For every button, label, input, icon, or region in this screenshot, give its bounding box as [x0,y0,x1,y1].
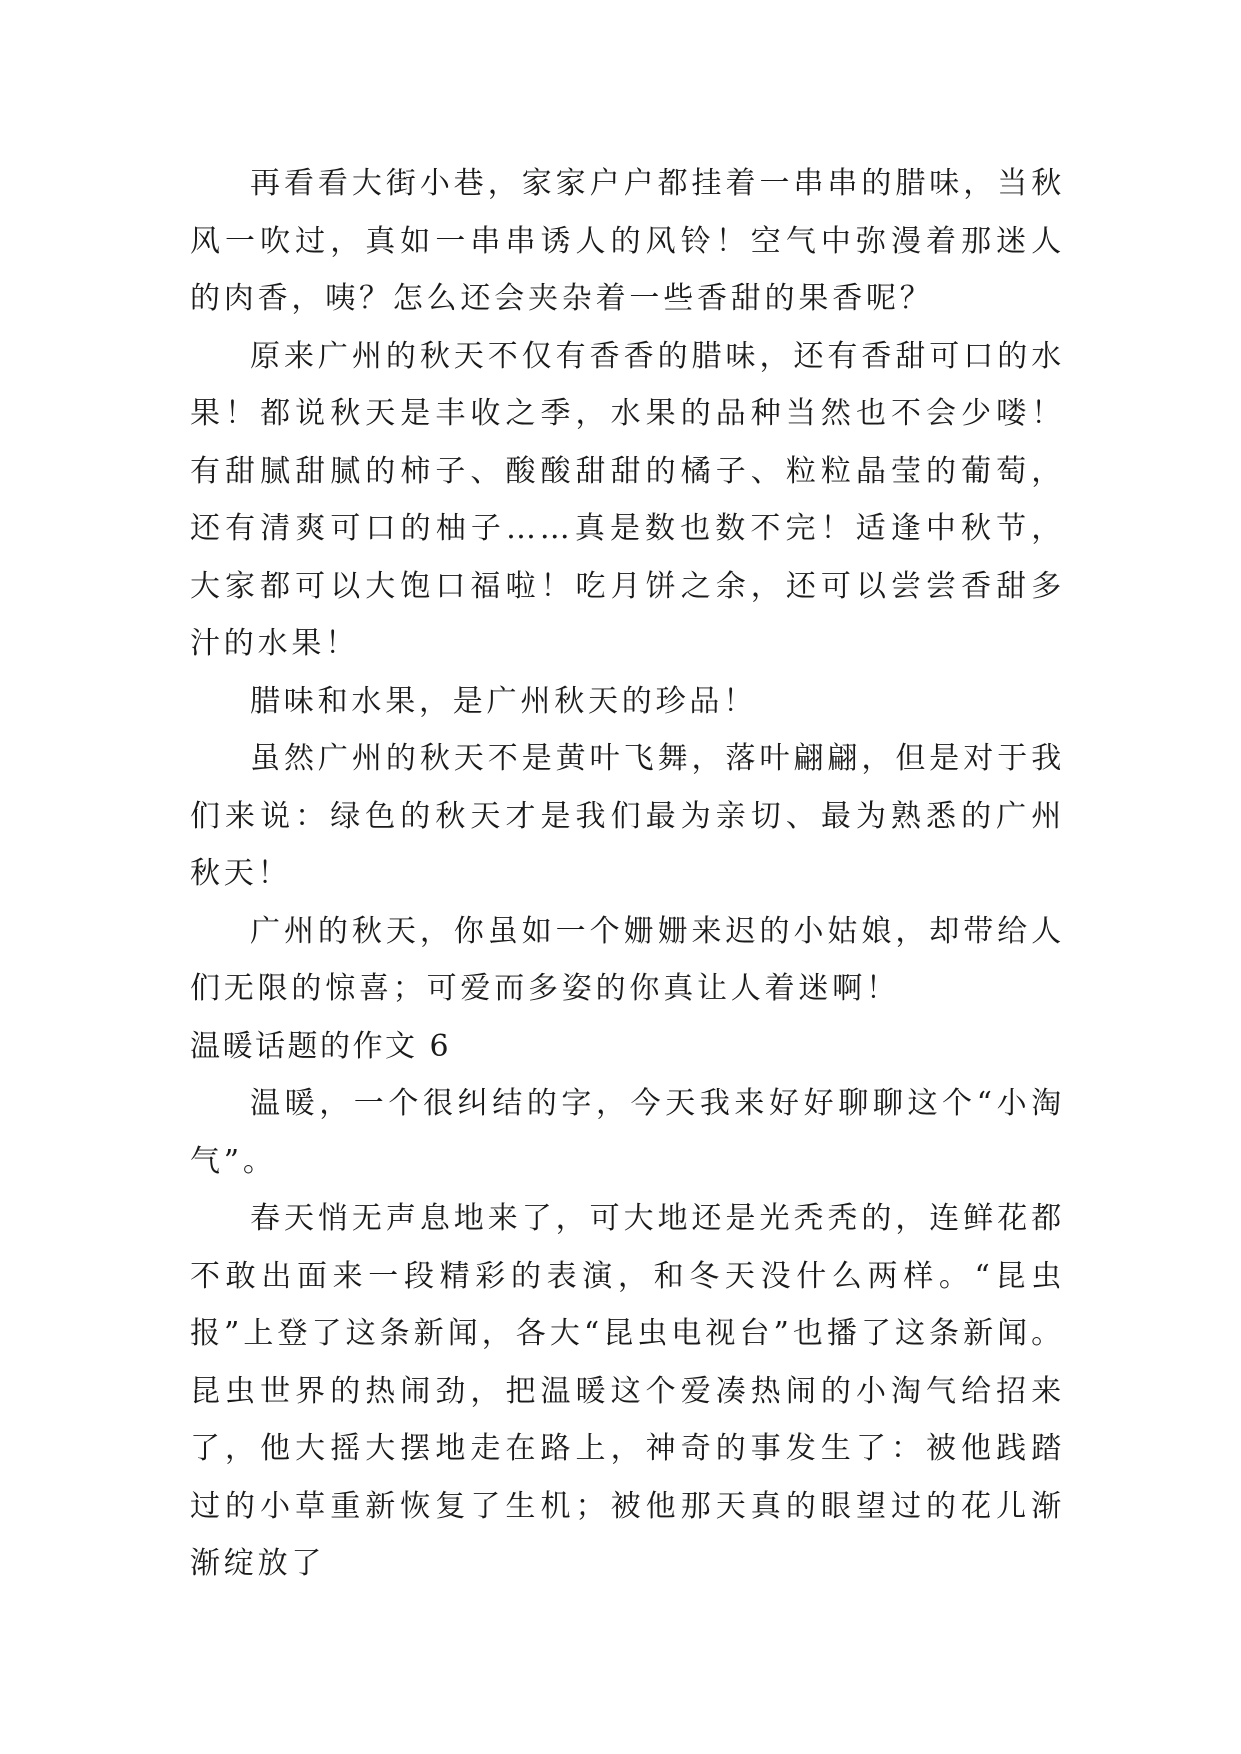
section-title: 温暖话题的作文 6 [190,1028,452,1064]
paragraph-spring: 春天悄无声息地来了，可大地还是光秃秃的，连鲜花都不敢出面来一段精彩的表演，和冬天没什么两样。“昆虫报”上登了这条新闻，各大“昆虫电视台”也播了这条新闻。昆虫世界的热闹劲，把温暖这个爱凑热闹的小淘气给招来了，他大摇大摆地走在路上，神奇的事发生了：被他践踏过的小草重新恢复了生机；被他那天真的眼望过的花儿渐渐绽放了 [190,1201,1065,1581]
paragraph-green-autumn: 虽然广州的秋天不是黄叶飞舞，落叶翩翩，但是对于我们来说：绿色的秋天才是我们最为亲切、最为熟悉的广州秋天！ [190,741,1065,891]
paragraph-lane-streets: 再看看大街小巷，家家户户都挂着一串串的腊味，当秋风一吹过，真如一串串诱人的风铃！空气中弥漫着那迷人的肉香，咦？怎么还会夹杂着一些香甜的果香呢？ [190,166,1065,316]
paragraph-treasures: 腊味和水果，是广州秋天的珍品！ [250,683,757,719]
paragraph-closing: 广州的秋天，你虽如一个姗姗来迟的小姑娘，却带给人们无限的惊喜；可爱而多姿的你真让人着迷啊！ [190,913,1065,1006]
paragraph-fruits: 原来广州的秋天不仅有香香的腊味，还有香甜可口的水果！都说秋天是丰收之季，水果的品种当然也不会少喽！有甜腻甜腻的柿子、酸酸甜甜的橘子、粒粒晶莹的葡萄，还有清爽可口的柚子……真是数也数不完！适逢中秋节，大家都可以大饱口福啦！吃月饼之余，还可以尝尝香甜多汁的水果！ [190,338,1065,661]
document-body [190,155,1065,1593]
paragraph-warmth-intro: 温暖，一个很纠结的字，今天我来好好聊聊这个“小淘气”。 [190,1086,1065,1179]
